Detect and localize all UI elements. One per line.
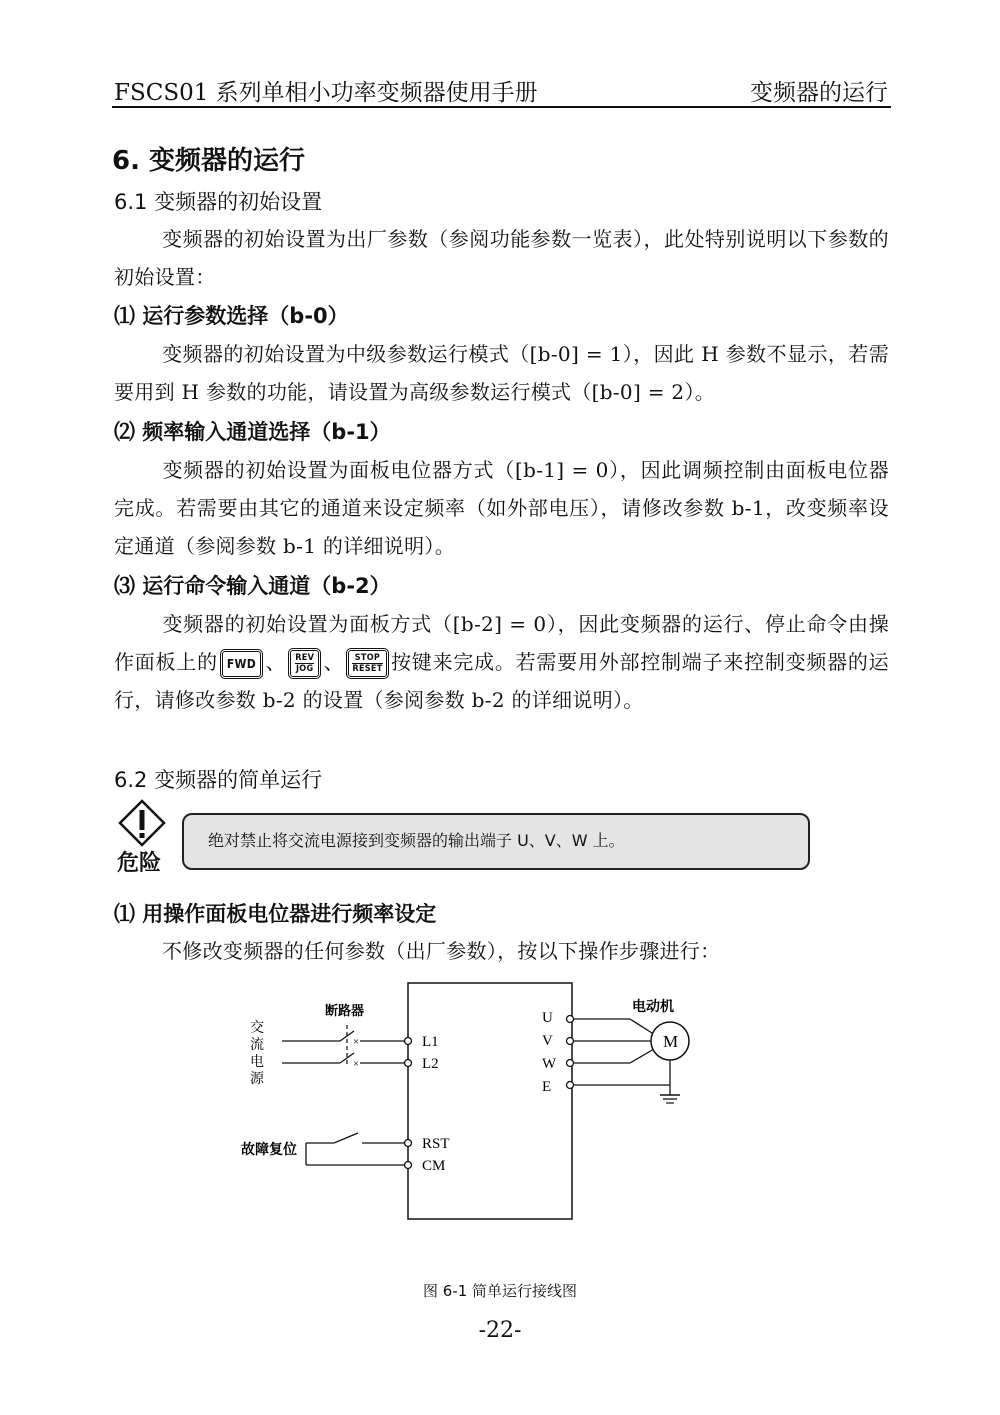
section-6-1-intro [114,220,889,296]
s62-item-1-title: ⑴ 用操作面板电位器进行频率设定 [114,902,437,926]
rev-jog-key-icon: REV JOG [288,648,321,679]
terminal-l2: L2 [422,1056,439,1072]
reset-label: 故障复位 [241,1143,297,1158]
item-2-paragraph [114,451,889,565]
svg-text:×: × [353,1036,360,1048]
terminal-rst: RST [422,1136,450,1152]
s62-item-1-paragraph [114,932,889,970]
terminal-cm: CM [422,1158,446,1174]
terminal-w: W [542,1056,557,1072]
separator: 、 [323,650,345,674]
page-number: -22- [478,1318,522,1343]
terminal-e: E [542,1079,552,1095]
terminal-l1: L1 [422,1034,439,1050]
section-6-1-intro-text: 变频器的初始设置为出厂参数（参阅功能参数一览表），此处特别说明以下参数的初始设置： [114,227,889,289]
item-1-paragraph [114,335,889,411]
wiring-diagram [230,975,750,1235]
section-6-1-title: 6.1 变频器的初始设置 [114,190,323,214]
chapter-title: 6. 变频器的运行 [112,146,306,176]
separator: 、 [265,650,287,674]
item-3-title: ⑶ 运行命令输入通道（b-2） [114,574,391,598]
breaker-label: 断路器 [325,1003,365,1018]
stop-reset-key-icon: STOP RESET [346,648,388,679]
item-2-title: ⑵ 频率输入通道选择（b-1） [114,420,391,444]
motor-label: 电动机 [632,1000,674,1015]
ac-source-char-3: 电 [250,1055,264,1070]
terminal-u: U [542,1010,553,1026]
warning-text: 绝对禁止将交流电源接到变频器的输出端子 U、V、W 上。 [208,831,625,850]
danger-warning-icon [117,798,167,848]
item-1-text: 变频器的初始设置为中级参数运行模式（[b-0] = 1），因此 H 参数不显示，若需要用到 H 参数的功能，请设置为高级参数运行模式（[b-0] = 2）。 [114,342,889,404]
ac-source-char-1: 交 [250,1021,264,1036]
item-3-text-b: 按键来完成。若需要用外部控制端子来控制变频器的运行，请修改参数 b-2 的设置（参阅参数 b-2 的详细说明）。 [114,650,889,712]
svg-text:×: × [353,1058,360,1070]
header-section-title: 变频器的运行 [750,80,888,106]
item-1-title: ⑴ 运行参数选择（b-0） [114,304,349,328]
ac-source-char-2: 流 [250,1038,264,1053]
ac-source-char-4: 源 [250,1072,264,1087]
s62-item-1-text: 不修改变频器的任何参数（出厂参数），按以下操作步骤进行： [162,939,721,963]
header-rule [112,106,891,108]
motor-symbol: M [663,1032,679,1051]
item-3-text-a: 变频器的初始设置为面板方式（[b-2] = 0），因此变频器的运行、停止命令由操作面板上的 [114,612,889,674]
danger-label: 危险 [117,851,162,876]
section-6-2-title: 6.2 变频器的简单运行 [114,768,323,792]
item-2-text: 变频器的初始设置为面板电位器方式（[b-1] = 0），因此调频控制由面板电位器完成。若需要由其它的通道来设定频率（如外部电压），请修改参数 b-1，改变频率设定通道（参阅参数 b-1 的详细说明）。 [114,458,889,558]
header-manual-title: FSCS01 系列单相小功率变频器使用手册 [114,80,538,106]
fwd-key-icon: FWD [220,649,263,679]
figure-caption: 图 6-1 简单运行接线图 [422,1282,578,1300]
terminal-v: V [542,1033,553,1049]
item-3-paragraph [114,605,889,719]
